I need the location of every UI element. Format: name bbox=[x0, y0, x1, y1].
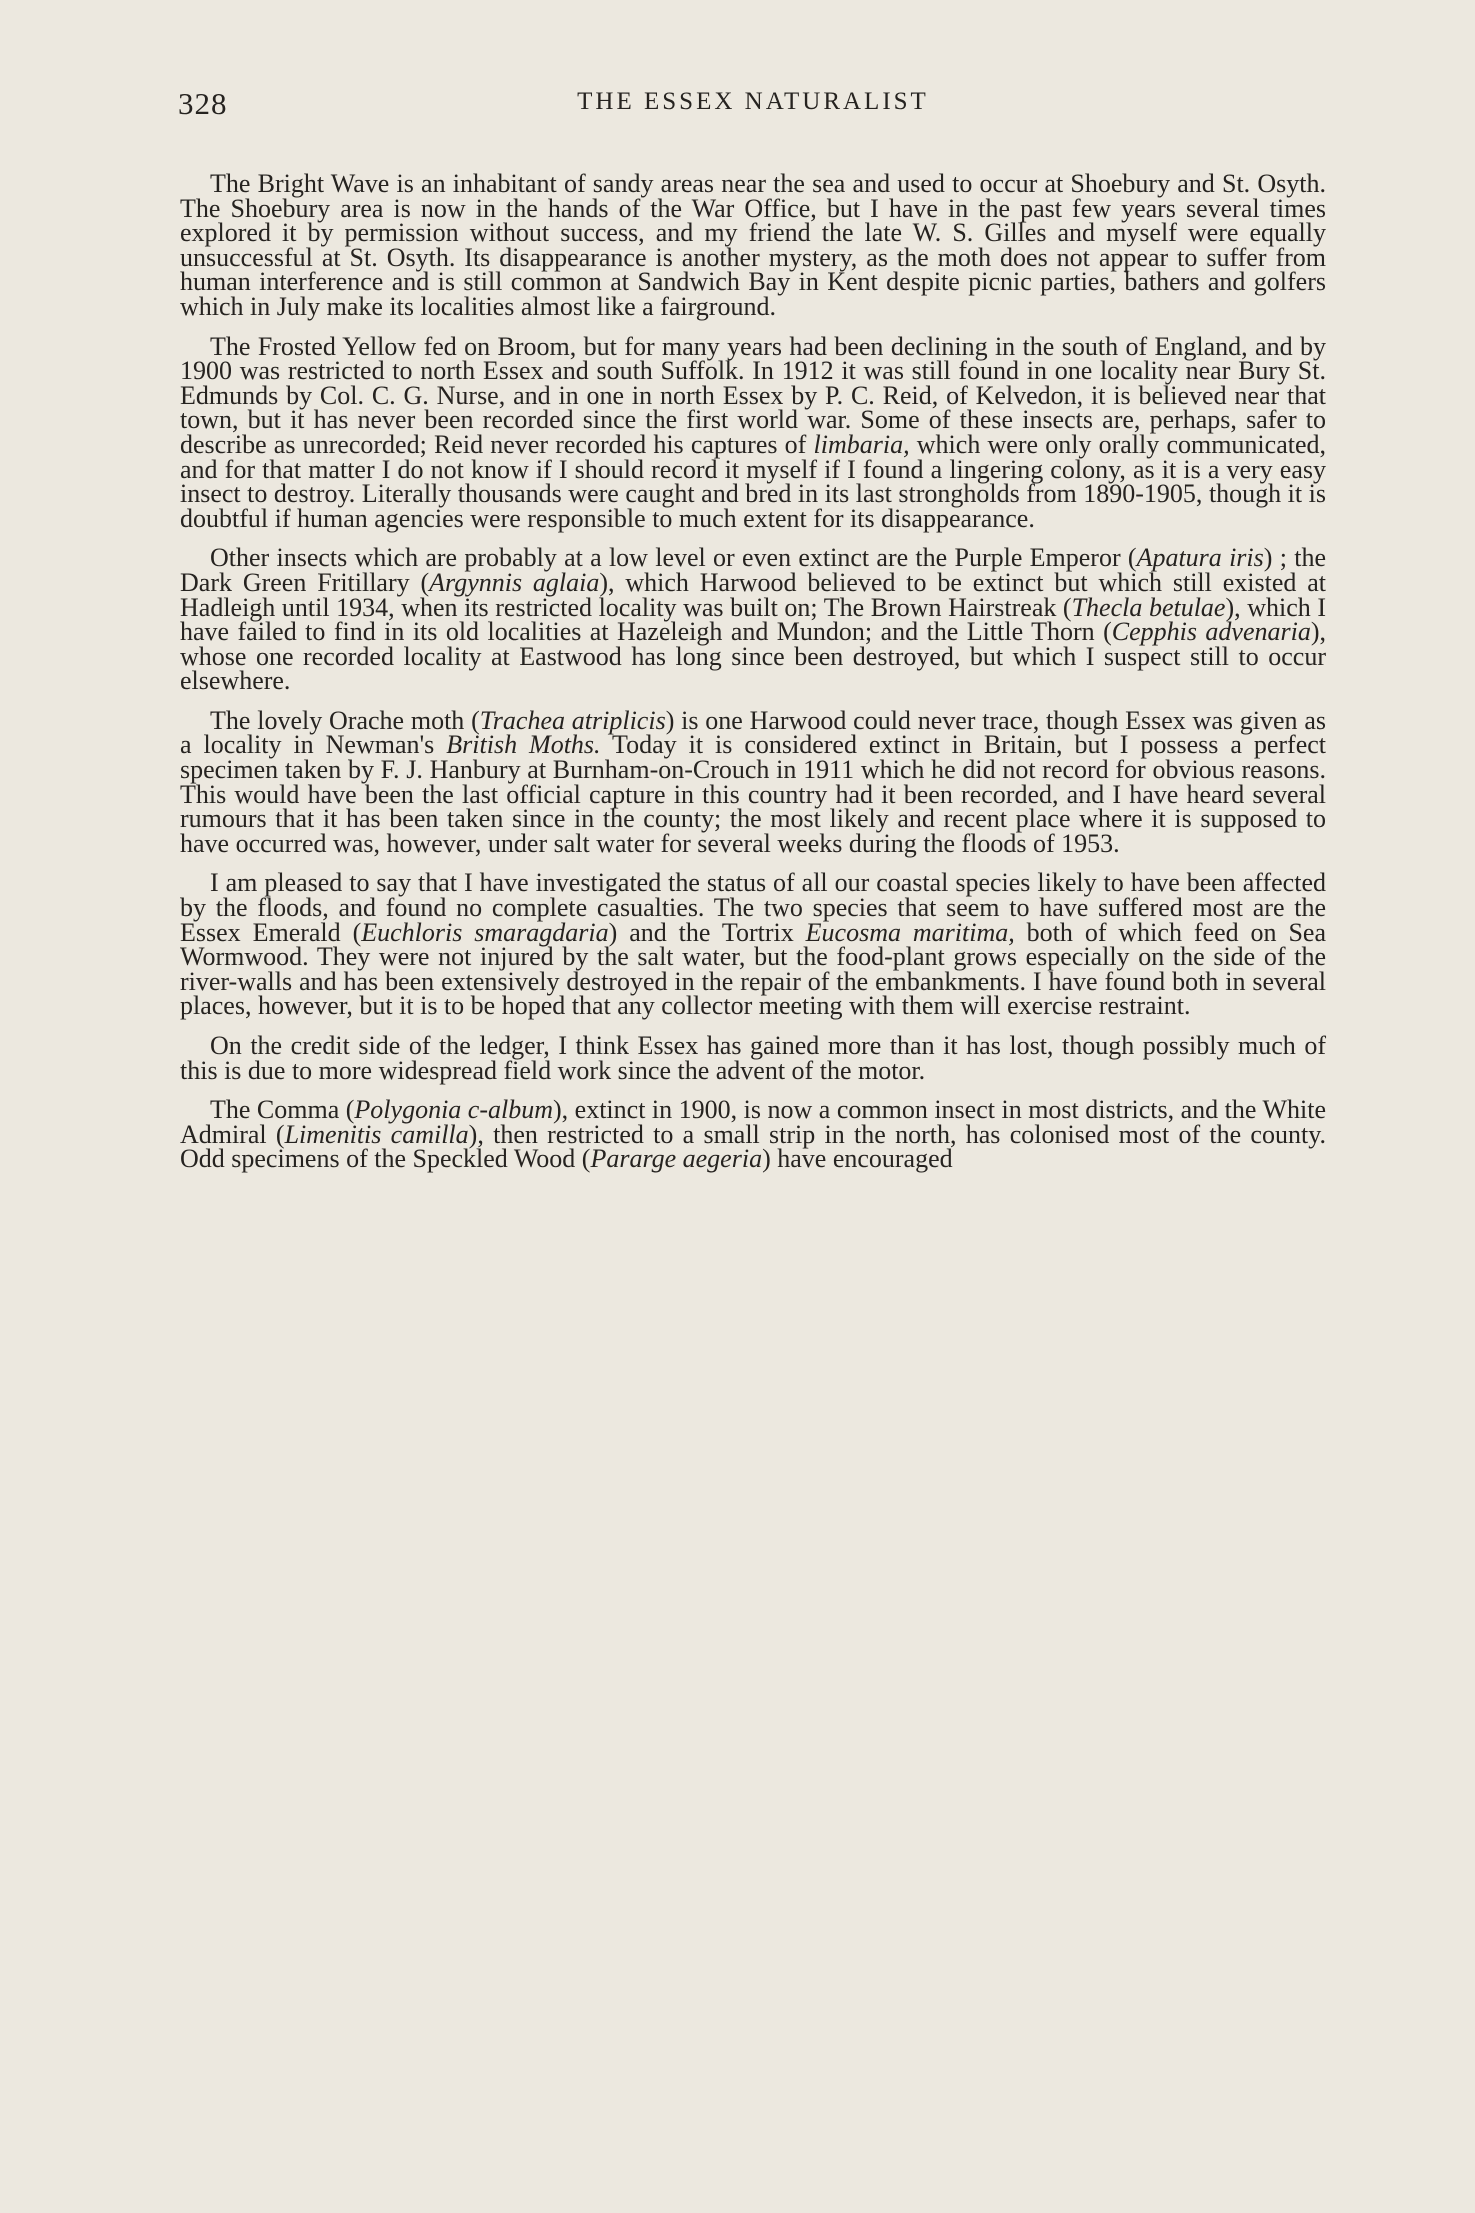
text-run: ) is one Harwood could never trace, though Essex was given as a locality in Newman's bbox=[180, 705, 1326, 760]
italic-text-run: Thecla betulae bbox=[1071, 592, 1226, 622]
text-run: I am pleased to say that I have investigated the status of all our coastal species likely to have been affected by the floods, and found no complete casualties. The two species that seem to have suffered most are the Essex Emerald ( bbox=[180, 868, 1326, 947]
italic-text-run: Limenitis camilla bbox=[284, 1119, 469, 1149]
text-run: ), then restricted to a small strip in the north, has colonised most of the county. Odd specimens of the Speckled Wood ( bbox=[180, 1119, 1327, 1174]
running-head: THE ESSEX NATURALIST bbox=[577, 88, 929, 115]
text-run: Today it is considered extinct in Britain, but I possess a perfect specimen taken by F. J. Hanbury at Burnham-on-Crouch in 1911 which he did not record for obvious reasons. This would have been the last official capture in this country had it been recorded, and I have heard several rumours that it has been taken since in the county; the most likely and recent place where it is supposed to have occurred was, however, under salt water for several weeks during the floods of 1953. bbox=[180, 730, 1326, 858]
text-run: The Bright Wave is an inhabitant of sandy areas near the sea and used to occur at Shoebury and St. Osyth. The Shoebury area is now in the hands of the War Office, but I have in the past few years several times explored it by permission without success, and my friend the late W. S. Gilles and myself were equally unsuccessful at St. Osyth. Its disappearance is another mystery, as the moth does not appear to suffer from human interference and is still common at Sandwich Bay in Kent despite picnic parties, bathers and golfers which in July make its localities almost like a fairground. bbox=[180, 169, 1326, 321]
italic-text-run: Trachea atriplicis bbox=[479, 705, 666, 735]
italic-text-run: Cepphis advenaria bbox=[1111, 617, 1311, 647]
text-run: both of which feed on Sea Wormwood. They were not injured by the salt water, but the food-plant grows especially on the side of the river-walls and has been extensively destroyed in the repair of the embankments. I have found both in several places, however, but it is to be hoped that any collector meeting with them will exercise restraint. bbox=[180, 917, 1326, 1021]
text-run: ), whose one recorded locality at Eastwood has long since been destroyed, but which I suspect still to occur elsewhere. bbox=[180, 617, 1326, 696]
italic-text-run: limbaria, bbox=[813, 429, 910, 459]
text-run: which were only orally communicated, and for that matter I do not know if I should record it myself if I found a lingering colony, as it is a very easy insect to destroy. Literally thousands were caught and bred in its last strongholds from 1890-1905, though it is doubtful if human agencies were responsible to much extent for its disappearance. bbox=[180, 429, 1326, 533]
page-header bbox=[178, 86, 1328, 126]
paragraph bbox=[180, 169, 1326, 321]
paragraph bbox=[180, 543, 1326, 696]
italic-text-run: Eucosma maritima, bbox=[805, 917, 1015, 947]
italic-text-run: Apatura iris bbox=[1136, 543, 1264, 573]
text-run: ), which I have failed to find in its old localities at Hazeleigh and Mundon; and the Little Thorn ( bbox=[180, 592, 1326, 647]
paragraph bbox=[180, 1031, 1326, 1085]
body-text bbox=[180, 169, 1327, 1174]
text-run: The lovely Orache moth ( bbox=[210, 705, 480, 735]
paragraph bbox=[180, 1095, 1327, 1174]
italic-text-run: Pararge aegeria bbox=[590, 1144, 763, 1174]
paragraph bbox=[180, 868, 1326, 1021]
italic-text-run: British Moths. bbox=[446, 730, 601, 760]
text-run: Other insects which are probably at a low level or even extinct are the Purple Emperor ( bbox=[210, 543, 1137, 573]
text-run: ) have encouraged bbox=[762, 1144, 953, 1174]
italic-text-run: Polygonia c-album bbox=[354, 1095, 553, 1125]
text-run: ) ; the Dark Green Fritillary ( bbox=[180, 543, 1326, 597]
text-run: The Frosted Yellow fed on Broom, but for many years had been declining in the south of England, and by 1900 was restricted to north Essex and south Suffolk. In 1912 it was still found in one locality near Bury St. Edmunds by Col. C. G. Nurse, and in one in north Essex by P. C. Reid, of Kelvedon, it is believed near that town, but it has never been recorded since the first world war. Some of these insects are, perhaps, safer to describe as unrecorded; Reid never recorded his captures of bbox=[180, 331, 1326, 459]
text-run: ), extinct in 1900, is now a common insect in most districts, and the White Admiral ( bbox=[180, 1095, 1326, 1149]
paragraph bbox=[180, 705, 1326, 858]
page-number: 328 bbox=[178, 86, 228, 121]
paragraph bbox=[180, 331, 1326, 533]
text-run: On the credit side of the ledger, I think Essex has gained more than it has lost, though possibly much of this is due to more widespread field work since the advent of the motor. bbox=[180, 1031, 1326, 1085]
text-run: ) and the Tortrix bbox=[608, 917, 806, 947]
text-run: ), which Harwood believed to be extinct but which still existed at Hadleigh until 1934, when its restricted locality was built on; The Brown Hairstreak ( bbox=[180, 567, 1326, 622]
italic-text-run: Argynnis aglaia bbox=[429, 567, 600, 597]
italic-text-run: Euchloris smaragdaria bbox=[361, 917, 609, 947]
text-run: The Comma ( bbox=[210, 1095, 355, 1125]
